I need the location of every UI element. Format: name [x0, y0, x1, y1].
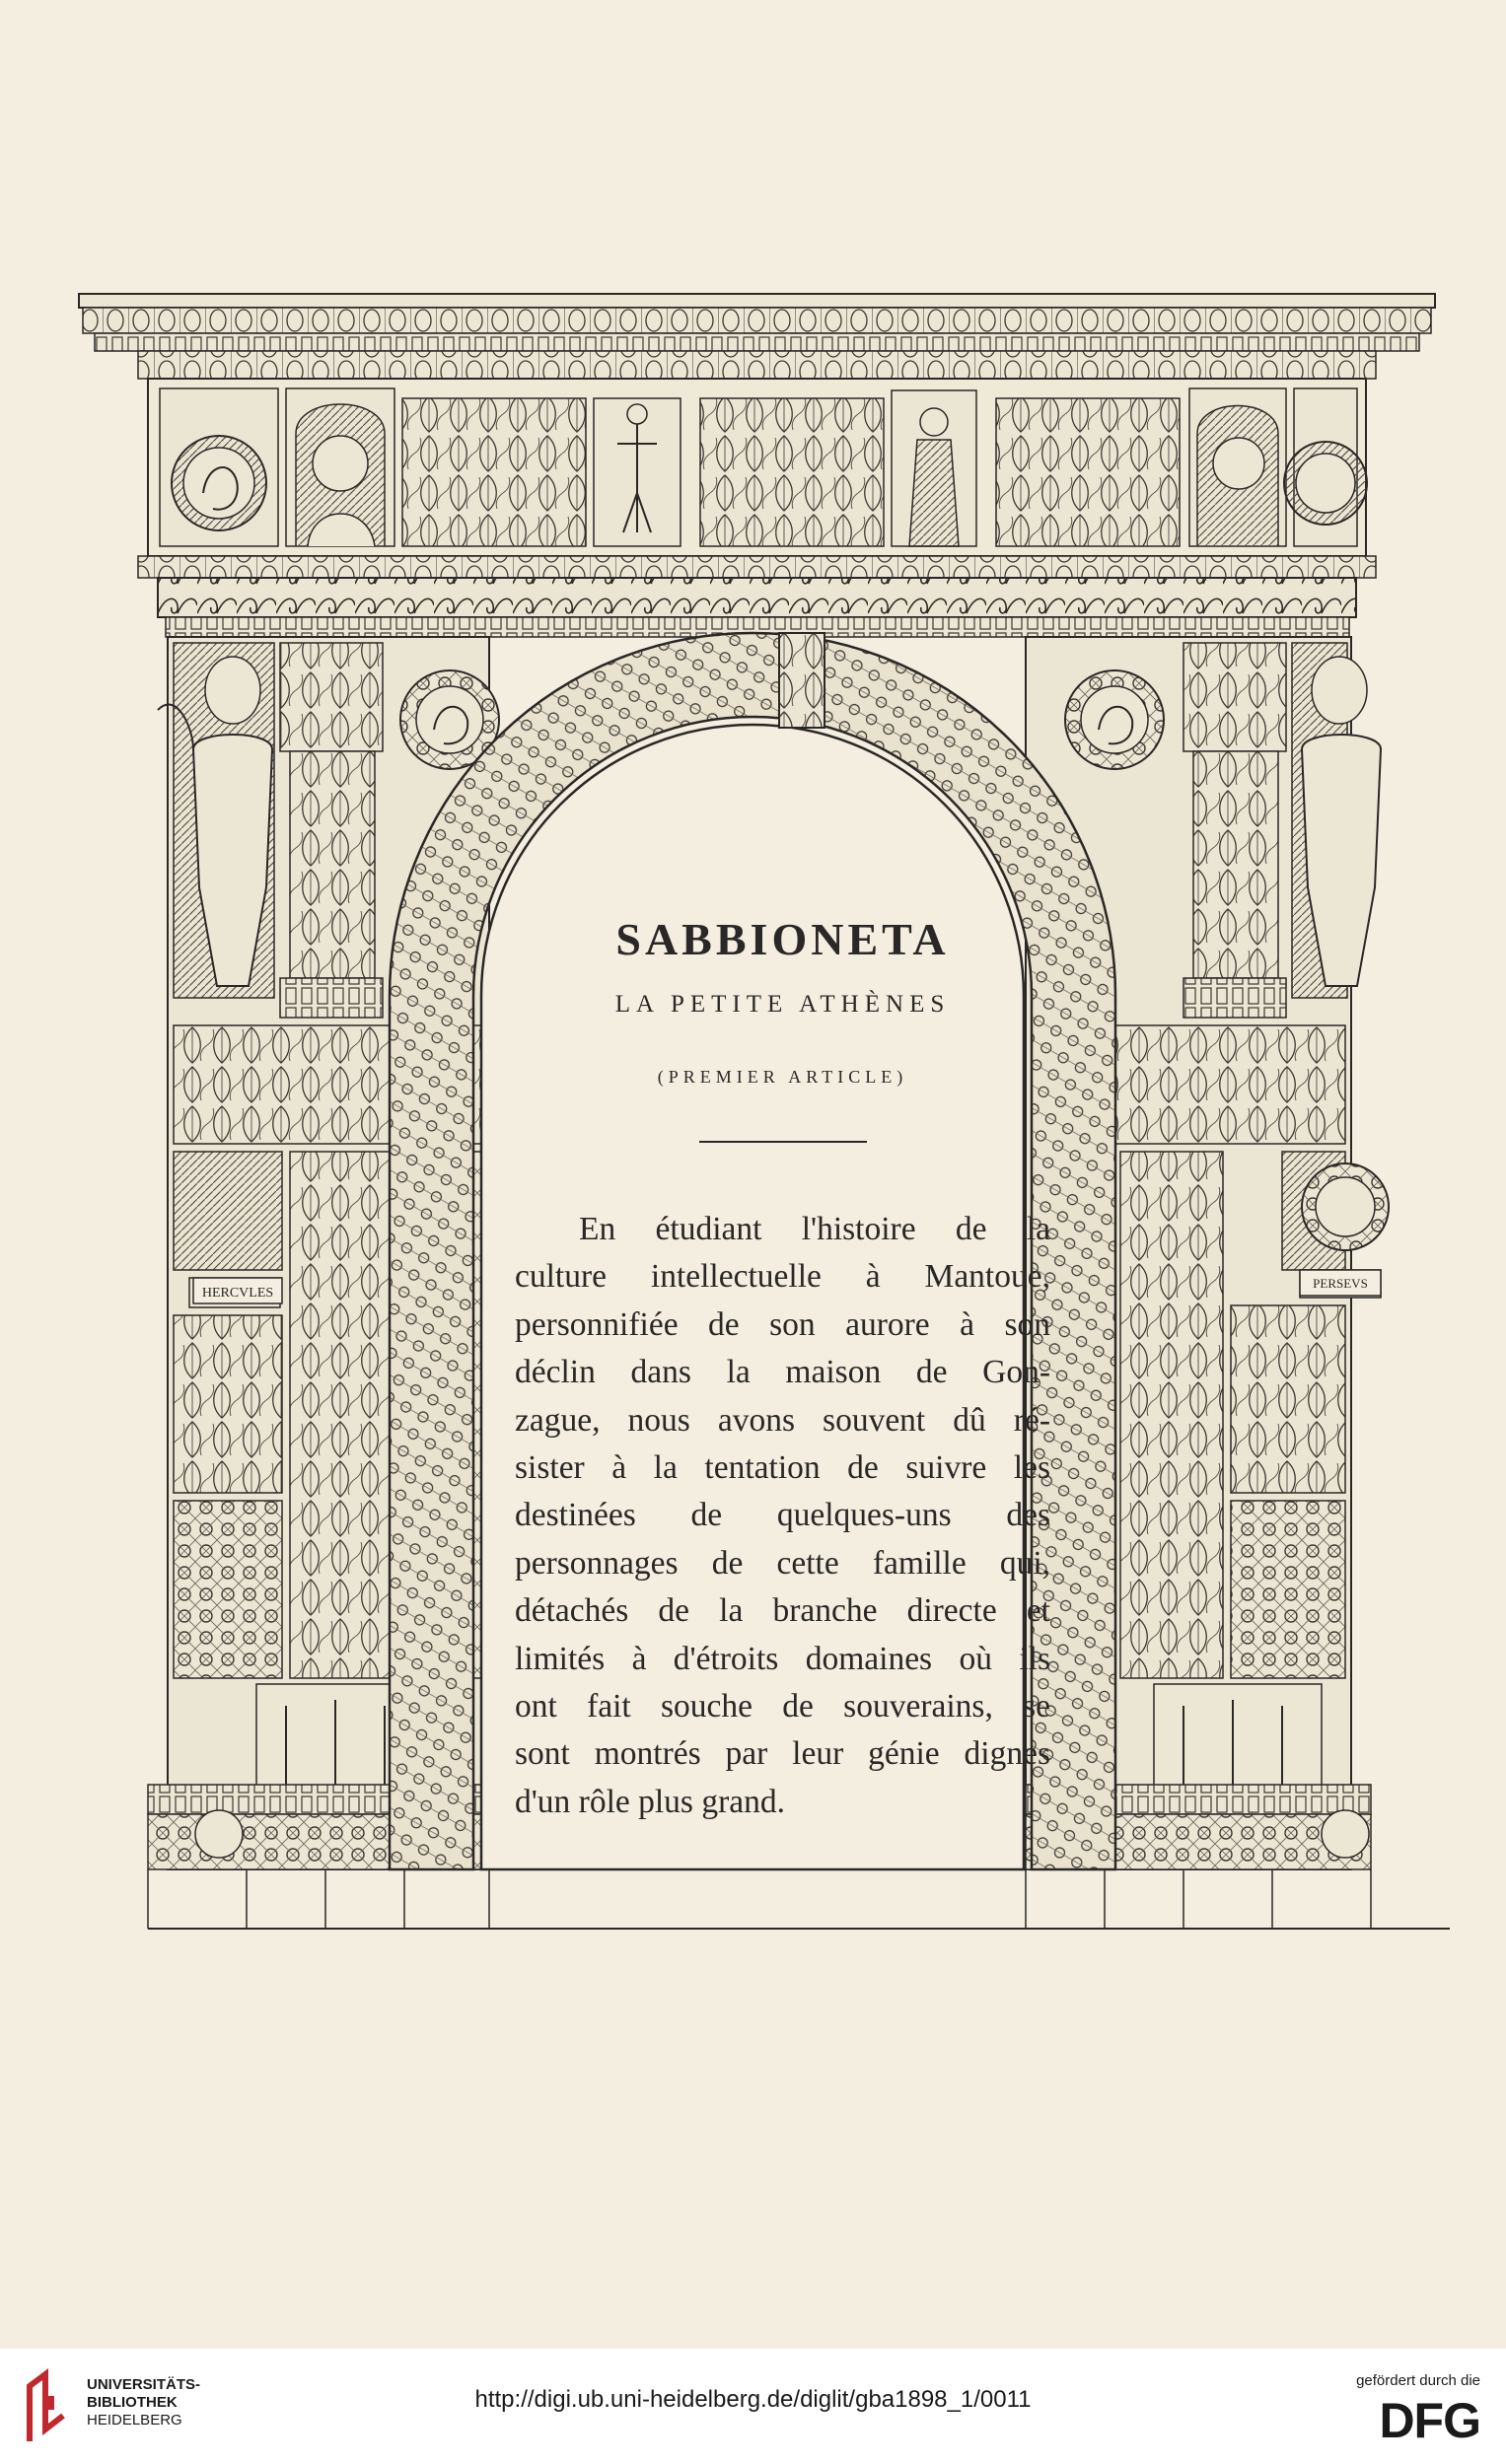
right-plaque: [1300, 1270, 1381, 1296]
left-plaque-text: HERCVLES: [201, 1286, 274, 1301]
body-line: sont montrés par leur génie dignes: [515, 1735, 1050, 1773]
funding-caption: gefördert durch die: [1356, 2372, 1480, 2389]
body-line: déclin dans la maison de Gon-: [515, 1354, 1050, 1391]
article-subtitle: LA PETITE ATHÈNES: [614, 991, 951, 1018]
institution-line: UNIVERSITÄTS-: [87, 2376, 201, 2393]
body-line: zague, nous avons souvent dû ré-: [515, 1401, 1050, 1439]
article-body: [515, 1206, 1050, 1826]
article-title: SABBIONETA: [615, 914, 950, 964]
viewer-footer: [0, 2349, 1506, 2464]
architrave: [138, 556, 1376, 637]
body-line: sister à la tentation de suivre les: [515, 1448, 1050, 1486]
cornice: [79, 294, 1435, 379]
right-plaque-text: PERSEVS: [1313, 1276, 1368, 1291]
article-text-block: [515, 914, 1050, 1826]
permalink-url[interactable]: http://digi.ub.uni-heidelberg.de/diglit/gba1898_1/0011: [474, 2386, 1032, 2413]
body-line: personnages de cette famille qui,: [515, 1544, 1050, 1582]
body-line: limités à d'étroits domaines où ils: [515, 1640, 1050, 1677]
body-line: d'un rôle plus grand.: [515, 1783, 785, 1820]
dfg-logo: DFG: [1379, 2393, 1480, 2448]
body-line: destinées de quelques-uns des: [515, 1497, 1050, 1534]
series-note: (PREMIER ARTICLE): [657, 1067, 908, 1087]
body-line: personnifiée de son aurore à son: [515, 1305, 1050, 1343]
body-line: En étudiant l'histoire de la: [579, 1211, 1050, 1247]
body-line: détachés de la branche directe et: [515, 1592, 1050, 1630]
institution-line: BIBLIOTHEK: [87, 2394, 178, 2411]
frieze: [148, 379, 1367, 556]
ground-line: [148, 1869, 1450, 1929]
body-line: ont fait souche de souverains, se: [515, 1687, 1050, 1725]
body-line: culture intellectuelle à Mantoue,: [515, 1258, 1050, 1296]
title-rule: [699, 1141, 867, 1143]
left-plaque: [193, 1278, 282, 1303]
institution-line: HEIDELBERG: [87, 2412, 182, 2429]
